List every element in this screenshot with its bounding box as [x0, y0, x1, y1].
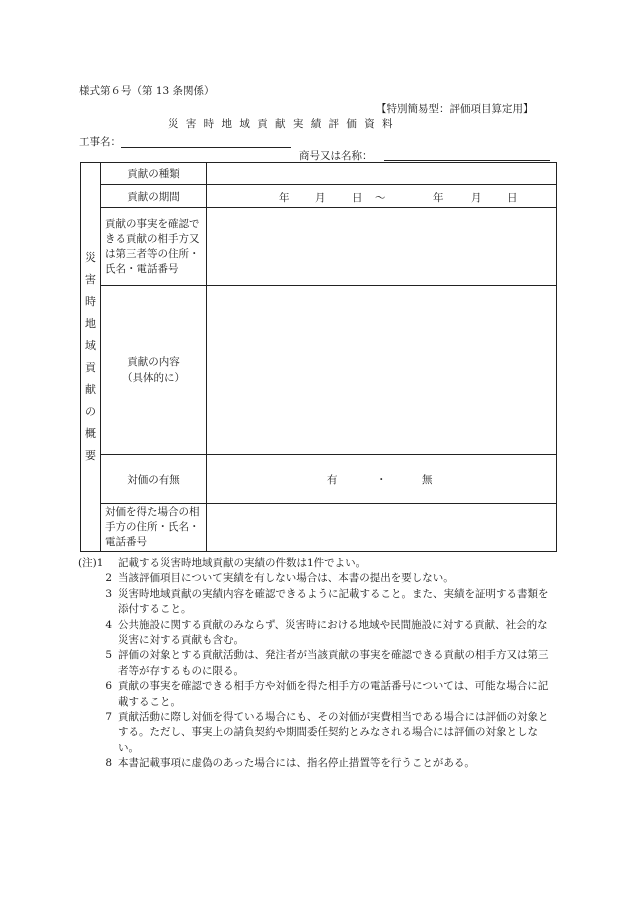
note-item: 3 災害時地域貢献の実績内容を確認できるように記載すること。また、実績を証明する書類を添付すること。 [105, 587, 549, 616]
page-title: 災 害 時 地 域 貢 献 実 績 評 価 資 料 [168, 118, 395, 130]
company-name-field[interactable] [384, 160, 550, 161]
note-item: 5 評価の対象とする貢献活動は、発注者が当該貢献の事実を確認できる貢献の相手方又は第三者等が存するものに限る。 [105, 649, 549, 677]
payer-info-label: 対価を得た場合の相手方の住所・氏名・電話番号 [101, 504, 207, 552]
contribution-summary-table [80, 162, 557, 552]
payment-yes-option[interactable]: 有 [327, 474, 338, 486]
payment-status-field[interactable] [207, 455, 557, 504]
contribution-content-field[interactable] [207, 286, 557, 455]
note-item: 7 貢献活動に際し対価を得ている場合にも、その対価が実費相当である場合には評価の対象とする。ただし、事実上の請負契約や期間委任契約とみなされる場合には評価の対象としない。 [105, 711, 549, 754]
contribution-content-label: 貢献の内容 （具体的に） [101, 286, 207, 455]
notes-section [78, 556, 558, 772]
contact-info-field[interactable] [207, 208, 557, 286]
company-name-label: 商号又は名称： [299, 150, 373, 162]
contact-info-label: 貢献の事実を確認できる貢献の相手方又は第三者等の住所・氏名・電話番号 [101, 208, 207, 286]
form-number: 様式第６号（第 13 条関係） [79, 85, 215, 97]
note-item: 4 公共施設に関する貢献のみならず、災害時における地域や民間施設に対する貢献、社会的な災害に対する貢献も含む。 [105, 618, 548, 647]
form-type-label: 【特別簡易型：評価項目算定用】 [376, 103, 534, 115]
payer-info-field[interactable] [207, 504, 557, 552]
payment-separator: ・ [376, 474, 387, 486]
note-item: 2 当該評価項目について実績を有しない場合は、本書の提出を要しない。 [105, 572, 454, 585]
note-item: 8 本書記載事項に虚偽のあった場合には、指名停止措置等を行うことがある。 [105, 757, 475, 770]
payment-status-label: 対価の有無 [101, 455, 207, 504]
contribution-period-label: 貢献の期間 [101, 185, 207, 208]
contribution-period-field[interactable]: 年 月 日 ～ 年 月 日 [207, 185, 557, 208]
note-item: 6 貢献の事実を確認できる相手方や対価を得た相手方の電話番号については、可能な場合に記載すること。 [105, 680, 549, 708]
work-name-field[interactable] [121, 147, 291, 148]
contribution-type-field[interactable] [207, 163, 557, 185]
payment-no-option[interactable]: 無 [422, 474, 433, 486]
section-side-label: 災 害 時 地 域 貢 献 の 概 要 [81, 163, 101, 552]
work-name-label: 工事名： [79, 136, 121, 148]
note-item: (注)1 記載する災害時地域貢献の実績の件数は1件でよい。 [78, 557, 367, 569]
contribution-type-label: 貢献の種類 [101, 163, 207, 185]
